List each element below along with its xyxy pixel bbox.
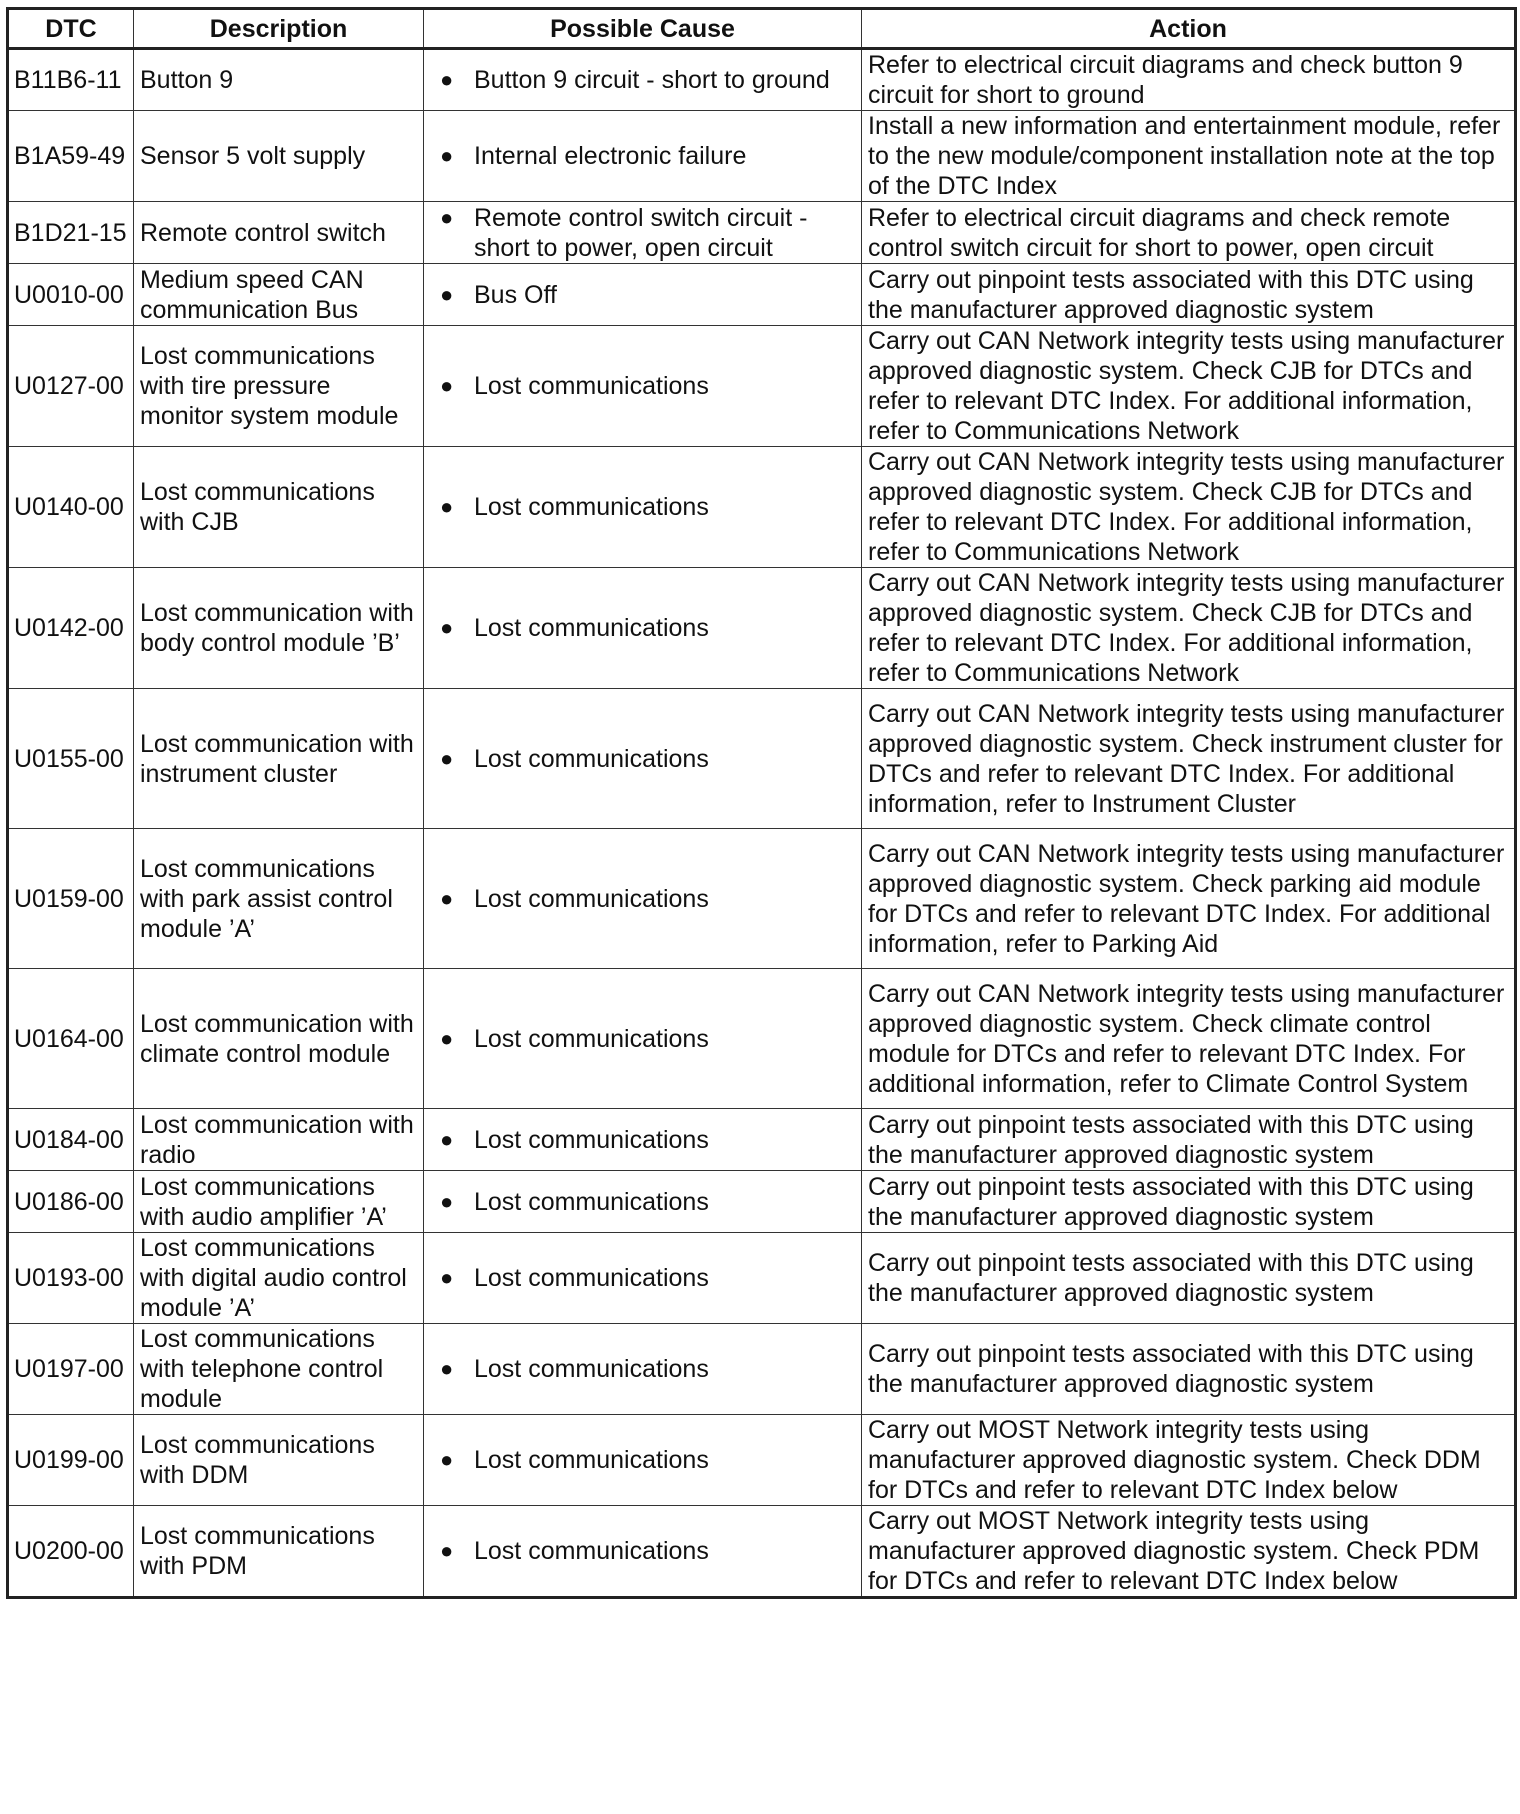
action-cell: Carry out CAN Network integrity tests using manufacturer approved diagnostic system. Check CJB for DTCs and refer to relevant DTC Index. For additional information, refer to Communications Network	[862, 326, 1516, 447]
possible-cause-cell	[424, 1109, 862, 1171]
cause-item	[440, 1536, 855, 1566]
table-row	[8, 1109, 1516, 1171]
cause-item	[440, 371, 855, 401]
cause-item	[440, 884, 855, 914]
cause-item	[440, 1445, 855, 1475]
bullet-icon: ●	[440, 494, 454, 519]
dtc-table	[6, 7, 1517, 1599]
cause-item	[440, 1263, 855, 1293]
table-row	[8, 1324, 1516, 1415]
cause-item	[440, 203, 855, 263]
possible-cause-cell	[424, 326, 862, 447]
cause-text: Lost communications	[474, 1446, 709, 1474]
description-cell: Lost communication with climate control module	[134, 969, 424, 1109]
cause-text: Lost communications	[474, 744, 709, 773]
dtc-code-cell: U0127-00	[8, 326, 134, 447]
table-row	[8, 568, 1516, 689]
table-row	[8, 111, 1516, 202]
header-row	[8, 9, 1516, 49]
possible-cause-cell	[424, 689, 862, 829]
dtc-code-cell: U0199-00	[8, 1415, 134, 1506]
description-cell: Lost communications with tire pressure monitor system module	[134, 326, 424, 447]
description-cell: Remote control switch	[134, 202, 424, 264]
action-cell: Refer to electrical circuit diagrams and check button 9 circuit for short to ground	[862, 49, 1516, 111]
table-header	[8, 9, 1516, 49]
table-row	[8, 326, 1516, 447]
table-row	[8, 829, 1516, 969]
table-row	[8, 1415, 1516, 1506]
cause-item	[440, 1125, 855, 1155]
description-cell: Lost communications with DDM	[134, 1415, 424, 1506]
cause-text: Lost communications	[474, 493, 709, 521]
cause-item	[440, 613, 855, 643]
action-cell: Refer to electrical circuit diagrams and check remote control switch circuit for short to power, open circuit	[862, 202, 1516, 264]
cause-text: Lost communications	[474, 1125, 709, 1154]
action-cell: Carry out pinpoint tests associated with this DTC using the manufacturer approved diagnostic system	[862, 1109, 1516, 1171]
cause-item	[440, 280, 855, 310]
bullet-icon: ●	[440, 1025, 454, 1051]
description-cell: Lost communications with digital audio control module ’A’	[134, 1233, 424, 1324]
bullet-icon: ●	[440, 1126, 454, 1152]
description-cell: Sensor 5 volt supply	[134, 111, 424, 202]
dtc-table-container	[6, 7, 1517, 1599]
cause-text: Lost communications	[474, 1187, 709, 1216]
dtc-code-cell: B11B6-11	[8, 49, 134, 111]
bullet-icon: ●	[440, 281, 454, 307]
table-row	[8, 202, 1516, 264]
header-dtc: DTC	[8, 9, 134, 49]
action-cell: Carry out pinpoint tests associated with this DTC using the manufacturer approved diagnostic system	[862, 264, 1516, 326]
description-cell: Lost communications with CJB	[134, 447, 424, 568]
possible-cause-cell	[424, 1415, 862, 1506]
description-cell: Lost communication with body control module ’B’	[134, 568, 424, 689]
cause-text: Button 9 circuit - short to ground	[474, 66, 830, 94]
dtc-code-cell: U0184-00	[8, 1109, 134, 1171]
cause-text: Bus Off	[474, 280, 557, 309]
action-cell: Carry out MOST Network integrity tests using manufacturer approved diagnostic system. Check PDM for DTCs and refer to relevant DTC Index below	[862, 1506, 1516, 1598]
bullet-icon: ●	[440, 615, 454, 640]
cause-item	[440, 492, 855, 522]
description-cell: Lost communications with telephone control module	[134, 1324, 424, 1415]
action-cell: Carry out MOST Network integrity tests using manufacturer approved diagnostic system. Check DDM for DTCs and refer to relevant DTC Index below	[862, 1415, 1516, 1506]
cause-item	[440, 141, 855, 171]
action-cell: Carry out CAN Network integrity tests using manufacturer approved diagnostic system. Check instrument cluster for DTCs and refer to relevant DTC Index. For additional information, refer to Instrument Cluster	[862, 689, 1516, 829]
action-cell: Carry out pinpoint tests associated with this DTC using the manufacturer approved diagnostic system	[862, 1233, 1516, 1324]
table-row	[8, 1233, 1516, 1324]
cause-item	[440, 65, 855, 95]
possible-cause-cell	[424, 49, 862, 111]
possible-cause-cell	[424, 568, 862, 689]
action-cell: Carry out CAN Network integrity tests using manufacturer approved diagnostic system. Check parking aid module for DTCs and refer to relevant DTC Index. For additional information, refer to Parking Aid	[862, 829, 1516, 969]
dtc-code-cell: U0140-00	[8, 447, 134, 568]
table-row	[8, 49, 1516, 111]
cause-item	[440, 744, 855, 774]
bullet-icon: ●	[440, 67, 454, 92]
table-row	[8, 1506, 1516, 1598]
possible-cause-cell	[424, 829, 862, 969]
cause-item	[440, 1354, 855, 1384]
dtc-code-cell: U0159-00	[8, 829, 134, 969]
dtc-code-cell: U0186-00	[8, 1171, 134, 1233]
action-cell: Carry out CAN Network integrity tests using manufacturer approved diagnostic system. Check CJB for DTCs and refer to relevant DTC Index. For additional information, refer to Communications Network	[862, 568, 1516, 689]
bullet-icon: ●	[440, 373, 454, 398]
possible-cause-cell	[424, 1233, 862, 1324]
dtc-code-cell: B1D21-15	[8, 202, 134, 264]
description-cell: Lost communications with PDM	[134, 1506, 424, 1598]
possible-cause-cell	[424, 969, 862, 1109]
table-body	[8, 49, 1516, 1598]
table-row	[8, 1171, 1516, 1233]
bullet-icon: ●	[440, 1265, 454, 1290]
cause-text: Lost communications	[474, 1264, 709, 1292]
possible-cause-cell	[424, 1506, 862, 1598]
table-row	[8, 969, 1516, 1109]
possible-cause-cell	[424, 202, 862, 264]
bullet-icon: ●	[440, 1356, 454, 1381]
description-cell: Button 9	[134, 49, 424, 111]
cause-text: Lost communications	[474, 884, 709, 913]
cause-text: Remote control switch circuit - short to power, open circuit	[474, 203, 808, 262]
description-cell: Lost communication with instrument cluster	[134, 689, 424, 829]
dtc-code-cell: U0142-00	[8, 568, 134, 689]
bullet-icon: ●	[440, 1447, 454, 1472]
action-cell: Carry out CAN Network integrity tests using manufacturer approved diagnostic system. Check CJB for DTCs and refer to relevant DTC Index. For additional information, refer to Communications Network	[862, 447, 1516, 568]
bullet-icon: ●	[440, 885, 454, 911]
dtc-code-cell: U0155-00	[8, 689, 134, 829]
dtc-code-cell: U0197-00	[8, 1324, 134, 1415]
cause-text: Lost communications	[474, 1355, 709, 1383]
bullet-icon: ●	[440, 1538, 454, 1563]
action-cell: Install a new information and entertainment module, refer to the new module/component installation note at the top of the DTC Index	[862, 111, 1516, 202]
action-cell: Carry out pinpoint tests associated with this DTC using the manufacturer approved diagnostic system	[862, 1324, 1516, 1415]
description-cell: Lost communications with park assist control module ’A’	[134, 829, 424, 969]
description-cell: Lost communication with radio	[134, 1109, 424, 1171]
possible-cause-cell	[424, 1171, 862, 1233]
bullet-icon: ●	[440, 204, 454, 230]
bullet-icon: ●	[440, 745, 454, 771]
possible-cause-cell	[424, 447, 862, 568]
header-action: Action	[862, 9, 1516, 49]
table-row	[8, 264, 1516, 326]
cause-text: Lost communications	[474, 372, 709, 400]
dtc-code-cell: U0200-00	[8, 1506, 134, 1598]
header-possible-cause: Possible Cause	[424, 9, 862, 49]
dtc-code-cell: U0164-00	[8, 969, 134, 1109]
possible-cause-cell	[424, 264, 862, 326]
table-row	[8, 689, 1516, 829]
cause-text: Lost communications	[474, 1537, 709, 1565]
possible-cause-cell	[424, 1324, 862, 1415]
dtc-code-cell: U0193-00	[8, 1233, 134, 1324]
table-row	[8, 447, 1516, 568]
action-cell: Carry out pinpoint tests associated with this DTC using the manufacturer approved diagnostic system	[862, 1171, 1516, 1233]
header-description: Description	[134, 9, 424, 49]
dtc-code-cell: B1A59-49	[8, 111, 134, 202]
action-cell: Carry out CAN Network integrity tests using manufacturer approved diagnostic system. Check climate control module for DTCs and refer to relevant DTC Index. For additional information, refer to Climate Control System	[862, 969, 1516, 1109]
description-cell: Lost communications with audio amplifier ’A’	[134, 1171, 424, 1233]
cause-text: Internal electronic failure	[474, 142, 747, 170]
bullet-icon: ●	[440, 1188, 454, 1214]
description-cell: Medium speed CAN communication Bus	[134, 264, 424, 326]
cause-item	[440, 1024, 855, 1054]
bullet-icon: ●	[440, 143, 454, 168]
cause-text: Lost communications	[474, 1024, 709, 1053]
cause-text: Lost communications	[474, 614, 709, 642]
dtc-code-cell: U0010-00	[8, 264, 134, 326]
possible-cause-cell	[424, 111, 862, 202]
cause-item	[440, 1187, 855, 1217]
